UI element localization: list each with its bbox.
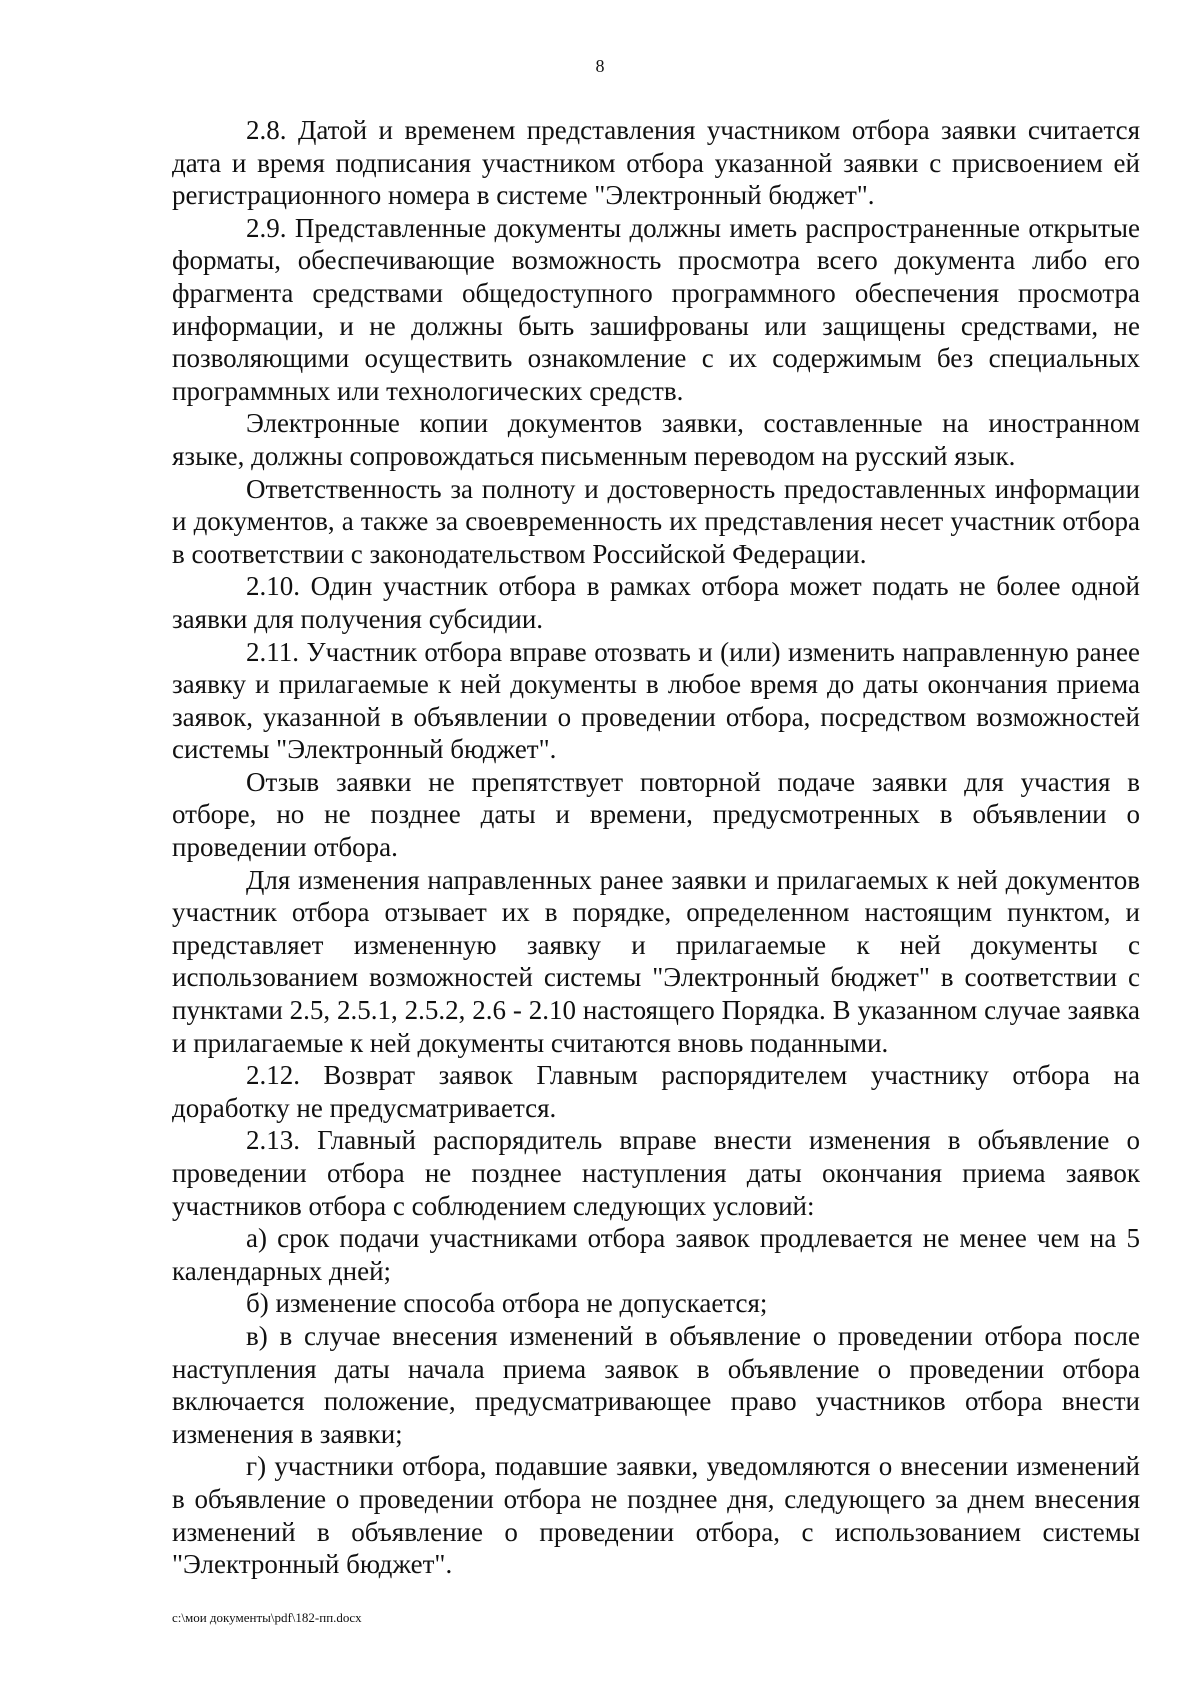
- paragraph-modification: Для изменения направленных ранее заявки и прилагаемых к ней документов участник отбора отзывает их в порядке, определенном настоящим пунктом, и представляет измененную заявку и прилагаемые к ней документы с использованием возможностей системы "Электронный бюджет" в соответствии с пунктами 2.5, 2.5.1, 2.5.2, 2.6 - 2.10 настоящего Порядка. В указанном случае заявка и прилагаемые к ней документы считаются вновь поданными.: [172, 864, 1140, 1058]
- paragraph-2-13: 2.13. Главный распорядитель вправе внести изменения в объявление о проведении отбора не позднее наступления даты окончания приема заявок участников отбора с соблюдением следующих условий:: [172, 1125, 1140, 1221]
- paragraph-2-11: 2.11. Участник отбора вправе отозвать и (или) изменить направленную ранее заявку и прилагаемые к ней документы в любое время до даты окончания приема заявок, указанной в объявлении о проведении отбора, посредством возможностей системы "Электронный бюджет".: [172, 636, 1140, 765]
- paragraph-2-10: 2.10. Один участник отбора в рамках отбора может подать не более одной заявки для получения субсидии.: [172, 571, 1140, 634]
- list-item-v: в) в случае внесения изменений в объявление о проведении отбора после наступления даты начала приема заявок в объявление о проведении отбора включается положение, предусматривающее право участников отбора внести изменения в заявки;: [172, 1320, 1140, 1449]
- paragraph-2-9: 2.9. Представленные документы должны иметь распространенные открытые форматы, обеспечивающие возможность просмотра всего документа либо его фрагмента средствами общедоступного программного обеспечения просмотра информации, и не должны быть зашифрованы или защищены средствами, не позволяющими осуществить ознакомление с их содержимым без специальных программных или технологических средств.: [172, 212, 1140, 406]
- paragraph-withdrawal: Отзыв заявки не препятствует повторной подаче заявки для участия в отборе, но не позднее даты и времени, предусмотренных в объявлении о проведении отбора.: [172, 766, 1140, 863]
- document-body: [172, 114, 1140, 1581]
- paragraph-foreign-language: Электронные копии документов заявки, составленные на иностранном языке, должны сопровождаться письменным переводом на русский язык.: [172, 408, 1140, 471]
- list-item-a: а) срок подачи участниками отбора заявок продлевается не менее чем на 5 календарных дней;: [172, 1223, 1140, 1286]
- paragraph-2-12: 2.12. Возврат заявок Главным распорядителем участнику отбора на доработку не предусматривается.: [172, 1060, 1140, 1123]
- footer-file-path: c:\мои документы\pdf\182-пп.docx: [172, 1610, 362, 1625]
- list-item-b: б) изменение способа отбора не допускается;: [246, 1288, 768, 1319]
- list-item-g: г) участники отбора, подавшие заявки, уведомляются о внесении изменений в объявление о проведении отбора не позднее дня, следующего за днем внесения изменений в объявление о проведении отбора, с использованием системы "Электронный бюджет".: [172, 1451, 1140, 1580]
- paragraph-2-8: 2.8. Датой и временем представления участником отбора заявки считается дата и время подписания участником отбора указанной заявки с присвоением ей регистрационного номера в системе "Электронный бюджет".: [172, 115, 1140, 211]
- page-number: 8: [595, 56, 605, 76]
- paragraph-responsibility: Ответственность за полноту и достоверность предоставленных информации и документов, а также за своевременность их представления несет участник отбора в соответствии с законодательством Российской Федерации.: [172, 473, 1140, 569]
